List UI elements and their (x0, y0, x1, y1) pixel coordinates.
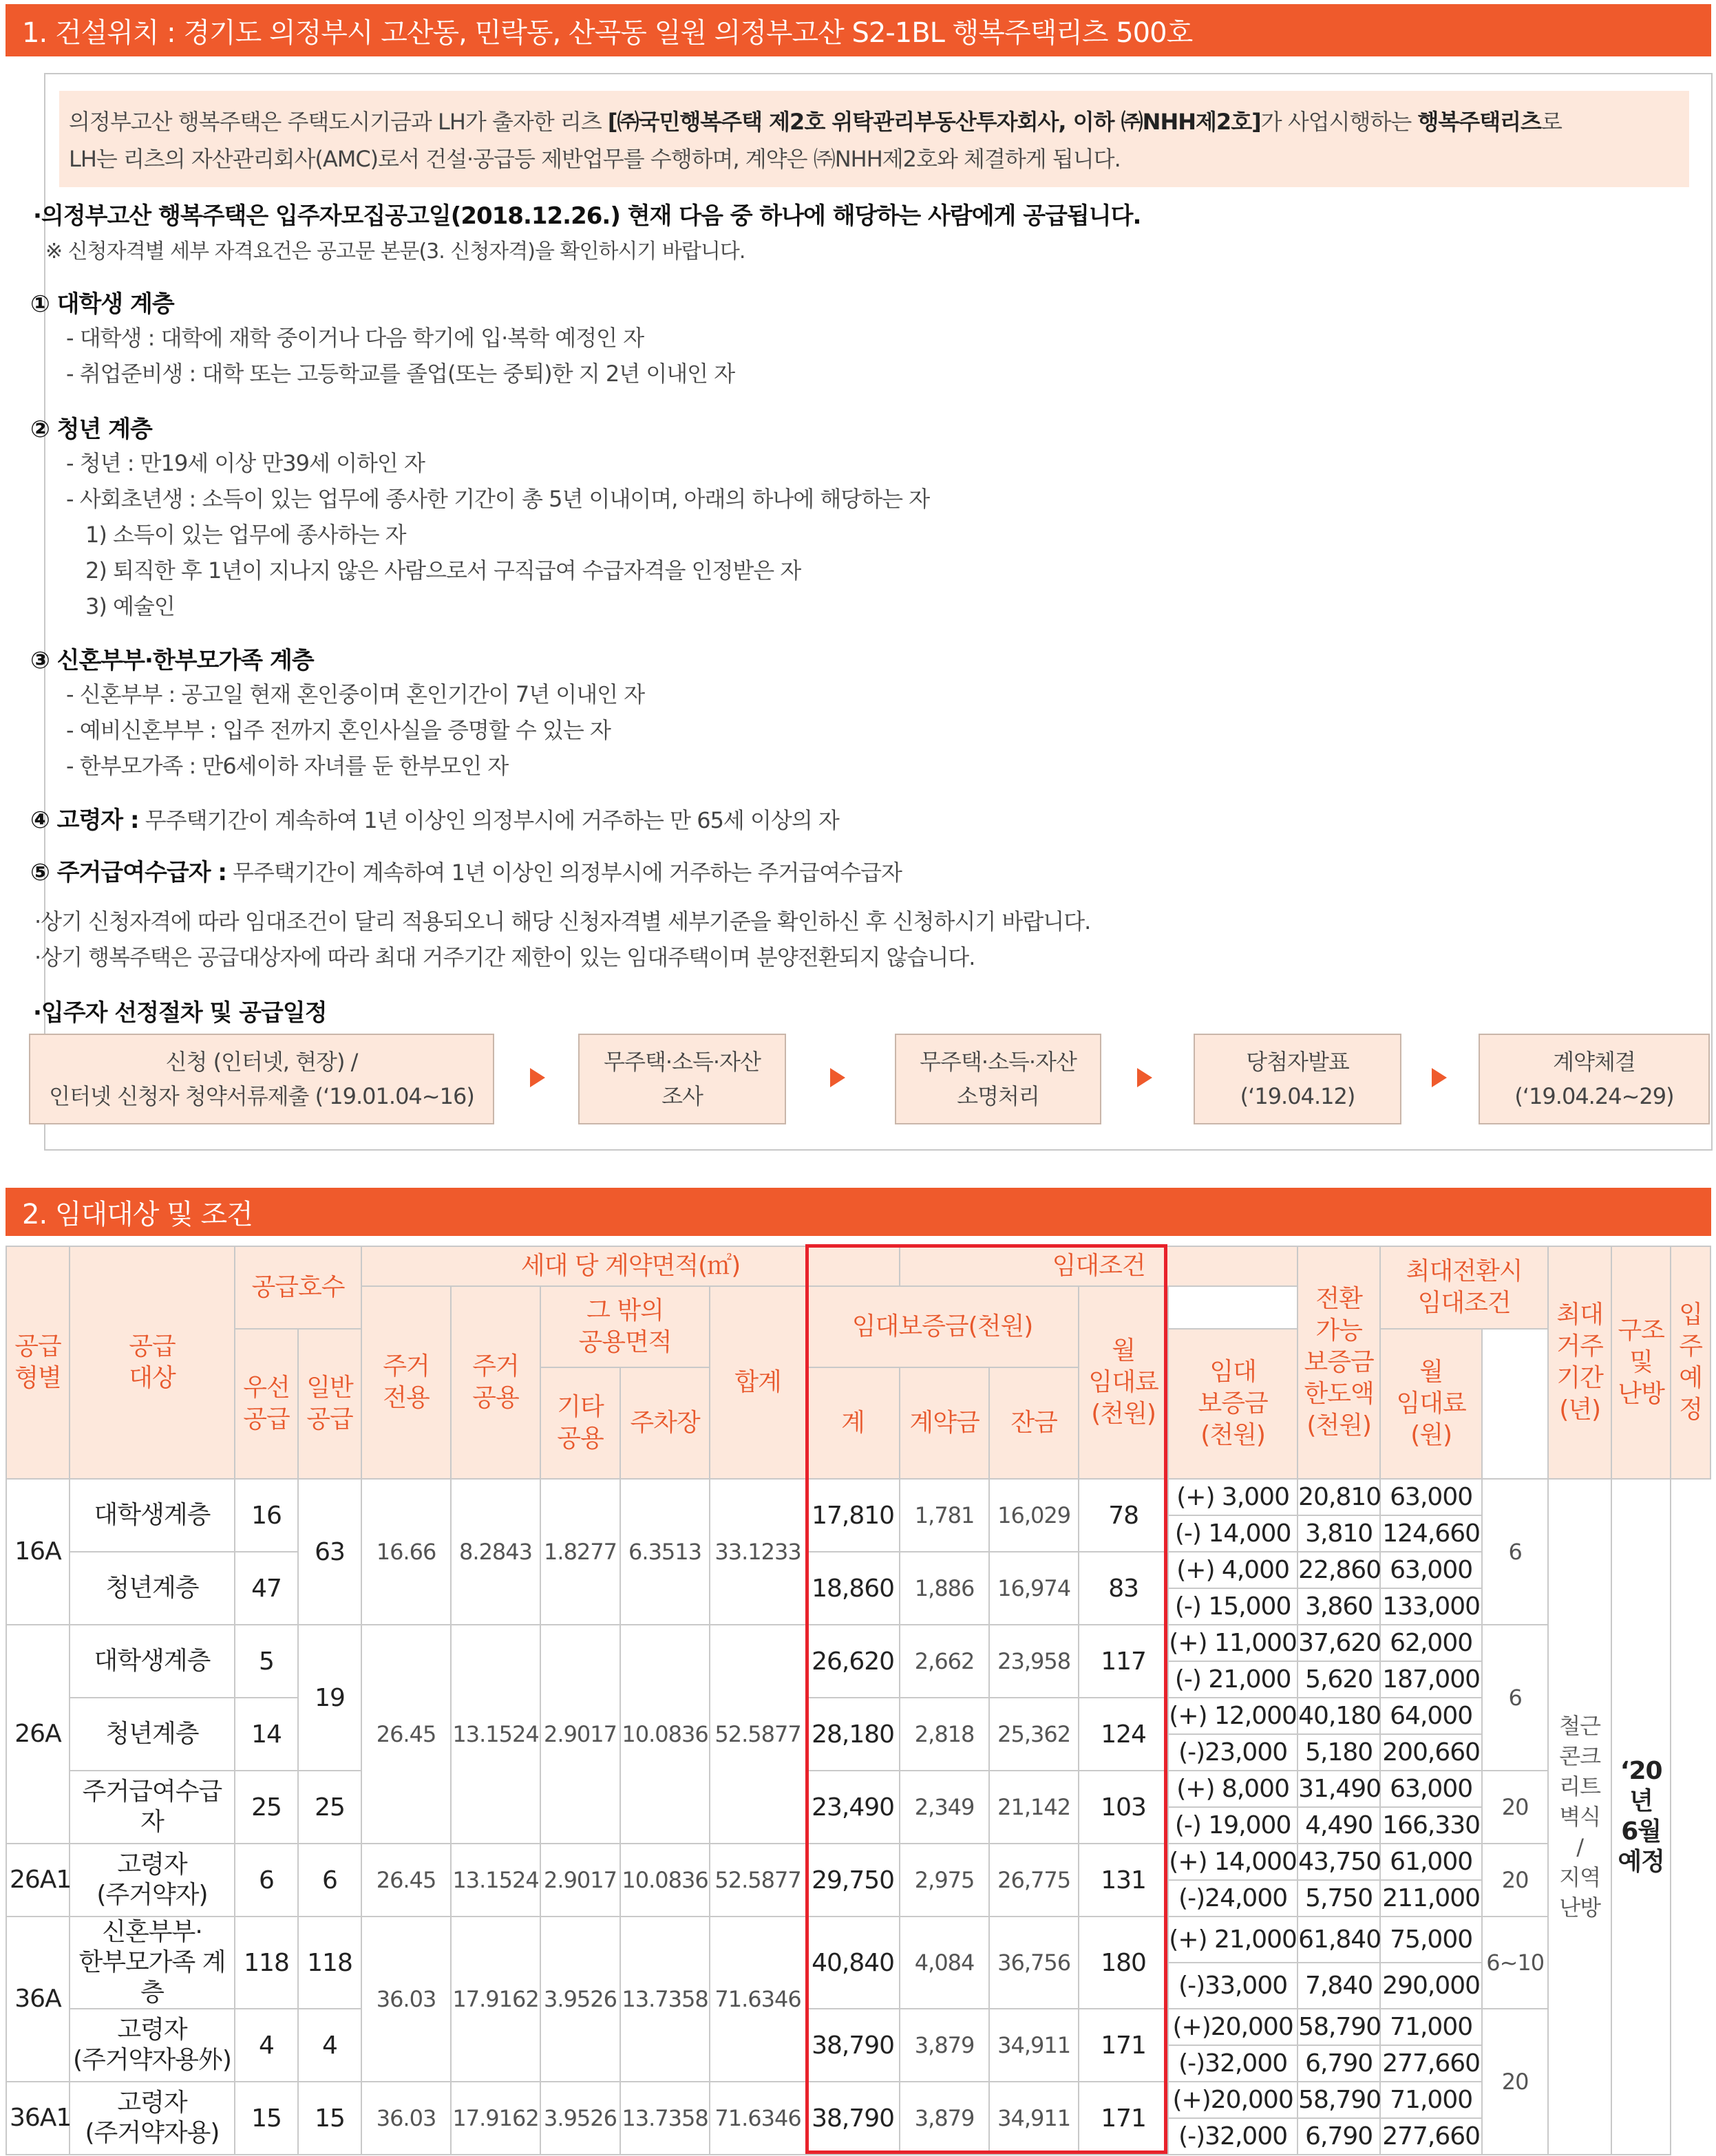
cell-area-parking: 13.7358 (620, 1917, 710, 2082)
cell-deposit-contract: 2,349 (900, 1771, 989, 1844)
cell-max-deposit: 31,490 (1297, 1771, 1380, 1807)
group2-title: ② 청년 계층 (30, 416, 152, 443)
cell-target: 주거급여수급자 (70, 1771, 235, 1844)
group2-line3: 1) 소득이 있는 업무에 종사하는 자 (85, 522, 406, 548)
cell-max-monthly: 290,000 (1380, 1963, 1482, 2009)
cell-max-stay: 6~10 (1482, 1917, 1548, 2009)
cell-area-common: 17.9162 (451, 1917, 540, 2082)
cell-area-other: 1.8277 (540, 1479, 620, 1625)
cell-deposit-total: 18,860 (806, 1552, 900, 1625)
header-area-other: 기타 공용 (540, 1367, 620, 1479)
operator-note-line2: LH는 리츠의 자산관리회사(AMC)로서 건설·공급등 제반업무를 수행하며, 계약은 ㈜NHH제2호와 체결하게 됩니다. (69, 146, 1121, 172)
cell-max-monthly: 200,660 (1380, 1734, 1482, 1771)
cell-deposit-total: 26,620 (806, 1625, 900, 1698)
cell-area-other: 2.9017 (540, 1625, 620, 1844)
note-text: 의정부고산 행복주택은 주택도시기금과 LH가 출자한 리츠 (69, 109, 608, 135)
group2-line2: - 사회초년생 : 소득이 있는 업무에 종사한 기간이 총 5년 이내이며, 아래의 하나에 해당하는 자 (66, 486, 930, 512)
note-bold: 행복주택리츠 (1417, 109, 1541, 135)
cell-area-total: 33.1233 (710, 1479, 806, 1625)
header-supply-target: 공급 대상 (70, 1246, 235, 1479)
cell-target: 신혼부부· 한부모가족 계층 (70, 1917, 235, 2009)
cell-priority: 47 (235, 1552, 298, 1625)
cell-convertible: (-) 15,000 (1168, 1588, 1297, 1625)
cell-max-stay: 20 (1482, 1844, 1548, 1917)
arrow-right-icon (1432, 1068, 1447, 1087)
cell-deposit-total: 17,810 (806, 1479, 900, 1552)
cell-monthly: 103 (1079, 1771, 1168, 1844)
process-step-announcement (1194, 1034, 1401, 1124)
cell-deposit-balance: 34,911 (989, 2082, 1079, 2155)
cell-deposit-contract: 3,879 (900, 2009, 989, 2082)
group1-line2: - 취업준비생 : 대학 또는 고등학교를 졸업(또는 중퇴)한 지 2년 이내인 자 (66, 361, 735, 387)
cell-area-total: 52.5877 (710, 1844, 806, 1917)
header-deposit-contract: 계약금 (900, 1367, 989, 1479)
cell-max-deposit: 6,790 (1297, 2118, 1380, 2155)
header-deposit-balance: 잔금 (989, 1367, 1079, 1479)
cell-general: 15 (298, 2082, 361, 2155)
cell-convertible: (-)33,000 (1168, 1963, 1297, 2009)
note-text: 가 사업시행하는 (1260, 109, 1418, 135)
table-row (6, 1771, 1710, 1807)
cell-convertible: (-)32,000 (1168, 2118, 1297, 2155)
table-row (6, 2009, 1710, 2045)
cell-type: 26A (6, 1625, 70, 1844)
cell-priority: 14 (235, 1698, 298, 1771)
process-step-line: 소명처리 (957, 1083, 1039, 1109)
cell-max-monthly: 277,660 (1380, 2118, 1482, 2155)
table-row (6, 1479, 1710, 1515)
note-bold: [㈜국민행복주택 제2호 위탁관리부동산투자회사, 이하 ㈜NHH제2호] (607, 109, 1261, 135)
cell-max-deposit: 6,790 (1297, 2045, 1380, 2082)
cell-convertible: (-) 21,000 (1168, 1661, 1297, 1698)
cell-area-total: 71.6346 (710, 2082, 806, 2155)
cell-max-monthly: 62,000 (1380, 1625, 1482, 1661)
supply-note: ※ 신청자격별 세부 자격요건은 공고문 본문(3. 신청자격)을 확인하시기 바랍니다. (45, 239, 745, 264)
cell-monthly: 124 (1079, 1698, 1168, 1771)
cell-max-stay: 6 (1482, 1479, 1548, 1625)
section2-title: 2. 임대대상 및 조건 (22, 1198, 253, 1230)
cell-convertible: (+) 3,000 (1168, 1479, 1297, 1515)
group5-text: 무주택기간이 계속하여 1년 이상인 의정부시에 거주하는 주거급여수급자 (233, 860, 902, 886)
cell-monthly: 83 (1079, 1552, 1168, 1625)
cell-area-parking: 6.3513 (620, 1479, 710, 1625)
header-area-common: 주거 공용 (451, 1286, 540, 1479)
cell-max-deposit: 5,180 (1297, 1734, 1380, 1771)
cell-deposit-contract: 1,781 (900, 1479, 989, 1552)
table-row (6, 1625, 1710, 1661)
cell-max-monthly: 75,000 (1380, 1917, 1482, 1963)
cell-convertible: (+) 4,000 (1168, 1552, 1297, 1588)
cell-max-deposit: 5,750 (1297, 1880, 1380, 1917)
cell-deposit-balance: 23,958 (989, 1625, 1079, 1698)
group4-title: ④ 고령자 : (30, 807, 139, 834)
cell-deposit-balance: 16,974 (989, 1552, 1079, 1625)
cell-general: 4 (298, 2009, 361, 2082)
header-max-deposit: 임대 보증금 (천원) (1168, 1329, 1297, 1479)
cell-monthly: 180 (1079, 1917, 1168, 2009)
header-max-conversion: 최대전환시 임대조건 (1380, 1246, 1548, 1329)
process-step-investigation (578, 1034, 786, 1124)
cell-deposit-contract: 2,818 (900, 1698, 989, 1771)
group4 (30, 801, 839, 835)
cell-deposit-balance: 16,029 (989, 1479, 1079, 1552)
table-row (6, 1552, 1710, 1588)
arrow-right-icon (830, 1068, 845, 1087)
cell-area-parking: 10.0836 (620, 1844, 710, 1917)
table-row (6, 1917, 1710, 1963)
process-step-clarification (895, 1034, 1101, 1124)
cell-general: 6 (298, 1844, 361, 1917)
process-step-line: (‘19.04.12) (1240, 1083, 1355, 1109)
process-step-line: 무주택·소득·자산 (604, 1049, 761, 1075)
cell-area-other: 3.9526 (540, 1917, 620, 2082)
cell-max-stay: 20 (1482, 1771, 1548, 1844)
cell-convertible: (-) 14,000 (1168, 1515, 1297, 1552)
group4-text: 무주택기간이 계속하여 1년 이상인 의정부시에 거주하는 만 65세 이상의 자 (145, 807, 839, 833)
header-deposit: 임대보증금(천원) (806, 1286, 1079, 1367)
cell-area-parking: 13.7358 (620, 2082, 710, 2155)
cell-type: 16A (6, 1479, 70, 1625)
group2-line5: 3) 예술인 (85, 593, 175, 619)
cell-max-monthly: 187,000 (1380, 1661, 1482, 1698)
cell-max-deposit: 43,750 (1297, 1844, 1380, 1880)
cell-target: 청년계층 (70, 1698, 235, 1771)
cell-monthly: 117 (1079, 1625, 1168, 1698)
cell-target: 대학생계층 (70, 1625, 235, 1698)
cell-area-common: 13.1524 (451, 1625, 540, 1844)
group2-line1: - 청년 : 만19세 이상 만39세 이하인 자 (66, 450, 425, 476)
process-step-line: 계약체결 (1553, 1049, 1635, 1075)
header-area-parking: 주차장 (620, 1367, 710, 1479)
cell-deposit-total: 40,840 (806, 1917, 900, 2009)
header-monthly-rent: 월 임대료 (천원) (1079, 1286, 1168, 1479)
cell-max-stay: 6 (1482, 1625, 1548, 1771)
cell-priority: 16 (235, 1479, 298, 1552)
table-row (6, 1698, 1710, 1734)
header-convertible: 전환 가능 보증금 한도액 (천원) (1297, 1246, 1380, 1479)
cell-max-monthly: 277,660 (1380, 2045, 1482, 2082)
cell-max-monthly: 71,000 (1380, 2009, 1482, 2045)
cell-convertible: (+) 21,000 (1168, 1917, 1297, 1963)
cell-deposit-balance: 25,362 (989, 1698, 1079, 1771)
cell-convertible: (-)32,000 (1168, 2045, 1297, 2082)
cell-deposit-total: 38,790 (806, 2009, 900, 2082)
header-rent-terms: 임대조건 (900, 1246, 1297, 1286)
cell-deposit-balance: 26,775 (989, 1844, 1079, 1917)
cell-convertible: (+) 12,000 (1168, 1698, 1297, 1734)
cell-priority: 4 (235, 2009, 298, 2082)
cell-deposit-contract: 2,975 (900, 1844, 989, 1917)
cell-deposit-contract: 3,879 (900, 2082, 989, 2155)
arrow-right-icon (1137, 1068, 1152, 1087)
cell-area-total: 52.5877 (710, 1625, 806, 1844)
cell-deposit-total: 28,180 (806, 1698, 900, 1771)
cell-area-parking: 10.0836 (620, 1625, 710, 1844)
cell-monthly: 171 (1079, 2082, 1168, 2155)
header-units-general: 일반 공급 (298, 1329, 361, 1479)
process-step-contract (1479, 1034, 1710, 1124)
cell-monthly: 131 (1079, 1844, 1168, 1917)
cell-max-deposit: 3,810 (1297, 1515, 1380, 1552)
cell-move-in: ‘20년 6월 예정 (1611, 1479, 1671, 2155)
cell-convertible: (+) 8,000 (1168, 1771, 1297, 1807)
note-text: 로 (1540, 109, 1562, 135)
cell-type: 36A (6, 1917, 70, 2082)
cell-type: 26A1 (6, 1844, 70, 1917)
cell-area-common: 8.2843 (451, 1479, 540, 1625)
process-step-line: 무주택·소득·자산 (920, 1049, 1077, 1075)
cell-monthly: 78 (1079, 1479, 1168, 1552)
group5 (30, 853, 902, 887)
group1-title: ① 대학생 계층 (30, 290, 174, 318)
supply-heading: ·의정부고산 행복주택은 입주자모집공고일(2018.12.26.) 현재 다음 중 하나에 해당하는 사람에게 공급됩니다. (33, 202, 1141, 230)
group2-line4: 2) 퇴직한 후 1년이 지나지 않은 사람으로서 구직급여 수급자격을 인정받은 자 (85, 557, 801, 584)
group3-line3: - 한부모가족 : 만6세이하 자녀를 둔 한부모인 자 (66, 753, 509, 779)
remark1: ·상기 신청자격에 따라 임대조건이 달리 적용되오니 해당 신청자격별 세부기준을 확인하신 후 신청하시기 바랍니다. (34, 908, 1091, 935)
cell-max-monthly: 71,000 (1380, 2082, 1482, 2118)
cell-max-monthly: 133,000 (1380, 1588, 1482, 1625)
process-step-line: 신청 (인터넷, 현장) / (165, 1049, 358, 1075)
cell-max-deposit: 37,620 (1297, 1625, 1380, 1661)
cell-deposit-total: 38,790 (806, 2082, 900, 2155)
cell-max-monthly: 211,000 (1380, 1880, 1482, 1917)
process-step-apply (29, 1034, 494, 1124)
cell-convertible: (-)23,000 (1168, 1734, 1297, 1771)
cell-area-res: 36.03 (361, 1917, 451, 2082)
operator-note (59, 91, 1689, 187)
cell-deposit-contract: 1,886 (900, 1552, 989, 1625)
cell-area-res: 26.45 (361, 1625, 451, 1844)
cell-max-monthly: 61,000 (1380, 1844, 1482, 1880)
cell-target: 청년계층 (70, 1552, 235, 1625)
header-area-residential: 주거 전용 (361, 1286, 451, 1479)
cell-max-deposit: 7,840 (1297, 1963, 1380, 2009)
header-deposit-total: 계 (806, 1367, 900, 1479)
cell-max-stay: 20 (1482, 2009, 1548, 2155)
cell-general: 63 (298, 1479, 361, 1625)
header-area: 세대 당 계약면적(㎡) (361, 1246, 900, 1286)
header-structure: 구조 및 난방 (1611, 1246, 1671, 1479)
cell-max-monthly: 64,000 (1380, 1698, 1482, 1734)
group3-title: ③ 신혼부부·한부모가족 계층 (30, 647, 314, 674)
cell-target: 고령자 (주거약자용外) (70, 2009, 235, 2082)
process-step-line: 당첨자발표 (1246, 1049, 1349, 1075)
group5-title: ⑤ 주거급여수급자 : (30, 859, 226, 886)
header-max-stay: 최대 거주 기간 (년) (1548, 1246, 1611, 1479)
cell-convertible: (+)20,000 (1168, 2082, 1297, 2118)
cell-general: 118 (298, 1917, 361, 2009)
process-step-line: 인터넷 신청자 청약서류제출 (‘19.01.04~16) (49, 1083, 474, 1109)
cell-deposit-balance: 34,911 (989, 2009, 1079, 2082)
cell-convertible: (+) 11,000 (1168, 1625, 1297, 1661)
table-row (6, 1844, 1710, 1880)
table-row (6, 2082, 1710, 2118)
cell-area-res: 36.03 (361, 2082, 451, 2155)
cell-max-deposit: 58,790 (1297, 2009, 1380, 2045)
cell-deposit-contract: 2,662 (900, 1625, 989, 1698)
header-area-other-group: 그 밖의 공용면적 (540, 1286, 710, 1367)
cell-priority: 25 (235, 1771, 298, 1844)
section2-title-bar (6, 1188, 1711, 1236)
cell-general: 19 (298, 1625, 361, 1771)
cell-max-monthly: 166,330 (1380, 1807, 1482, 1844)
cell-convertible: (+)20,000 (1168, 2009, 1297, 2045)
cell-max-deposit: 20,810 (1297, 1479, 1380, 1515)
header-units-priority: 우선 공급 (235, 1329, 298, 1479)
group3-line2: - 예비신혼부부 : 입주 전까지 혼인사실을 증명할 수 있는 자 (66, 717, 611, 743)
cell-priority: 5 (235, 1625, 298, 1698)
cell-area-res: 16.66 (361, 1479, 451, 1625)
cell-target: 고령자 (주거약자) (70, 1844, 235, 1917)
cell-max-deposit: 22,860 (1297, 1552, 1380, 1588)
header-move-in: 입주 예정 (1671, 1246, 1710, 1479)
cell-area-res: 26.45 (361, 1844, 451, 1917)
cell-max-deposit: 61,840 (1297, 1917, 1380, 1963)
process-heading: ·입주자 선정절차 및 공급일정 (33, 999, 327, 1027)
cell-deposit-contract: 4,084 (900, 1917, 989, 2009)
rent-table (6, 1246, 1711, 2155)
process-step-line: 조사 (661, 1083, 703, 1109)
arrow-right-icon (530, 1068, 545, 1087)
operator-note-line1 (69, 103, 1680, 140)
cell-priority: 15 (235, 2082, 298, 2155)
cell-convertible: (-)24,000 (1168, 1880, 1297, 1917)
cell-structure: 철근 콘크 리트 벽식 / 지역 난방 (1548, 1479, 1611, 2155)
cell-deposit-total: 23,490 (806, 1771, 900, 1844)
group3-line1: - 신혼부부 : 공고일 현재 혼인중이며 혼인기간이 7년 이내인 자 (66, 681, 645, 707)
cell-area-other: 3.9526 (540, 2082, 620, 2155)
cell-area-other: 2.9017 (540, 1844, 620, 1917)
cell-monthly: 171 (1079, 2009, 1168, 2082)
section1-title-bar (6, 4, 1711, 56)
section1-title: 1. 건설위치 : 경기도 의정부시 고산동, 민락동, 산곡동 일원 의정부고산 S2-1BL 행복주택리츠 500호 (22, 17, 1193, 49)
cell-type: 36A1 (6, 2082, 70, 2155)
cell-area-total: 71.6346 (710, 1917, 806, 2082)
cell-priority: 6 (235, 1844, 298, 1917)
header-max-monthly: 월 임대료 (원) (1380, 1329, 1482, 1479)
cell-max-deposit: 40,180 (1297, 1698, 1380, 1734)
cell-area-common: 17.9162 (451, 2082, 540, 2155)
cell-target: 고령자 (주거약자용) (70, 2082, 235, 2155)
cell-max-deposit: 5,620 (1297, 1661, 1380, 1698)
header-units: 공급호수 (235, 1246, 361, 1329)
cell-deposit-total: 29,750 (806, 1844, 900, 1917)
cell-priority: 118 (235, 1917, 298, 2009)
cell-area-common: 13.1524 (451, 1844, 540, 1917)
header-area-total: 합계 (710, 1286, 806, 1479)
cell-max-monthly: 63,000 (1380, 1552, 1482, 1588)
cell-general: 25 (298, 1771, 361, 1844)
cell-max-monthly: 124,660 (1380, 1515, 1482, 1552)
cell-convertible: (+) 14,000 (1168, 1844, 1297, 1880)
group1-line1: - 대학생 : 대학에 재학 중이거나 다음 학기에 입·복학 예정인 자 (66, 325, 644, 351)
cell-max-monthly: 63,000 (1380, 1771, 1482, 1807)
cell-max-deposit: 4,490 (1297, 1807, 1380, 1844)
remark2: ·상기 행복주택은 공급대상자에 따라 최대 거주기간 제한이 있는 임대주택이며 분양전환되지 않습니다. (34, 944, 975, 970)
process-step-line: (‘19.04.24~29) (1514, 1083, 1674, 1109)
cell-target: 대학생계층 (70, 1479, 235, 1552)
header-supply-type: 공급 형별 (6, 1246, 70, 1479)
cell-deposit-balance: 21,142 (989, 1771, 1079, 1844)
cell-convertible: (-) 19,000 (1168, 1807, 1297, 1844)
cell-max-monthly: 63,000 (1380, 1479, 1482, 1515)
cell-deposit-balance: 36,756 (989, 1917, 1079, 2009)
cell-max-deposit: 3,860 (1297, 1588, 1380, 1625)
cell-max-deposit: 58,790 (1297, 2082, 1380, 2118)
